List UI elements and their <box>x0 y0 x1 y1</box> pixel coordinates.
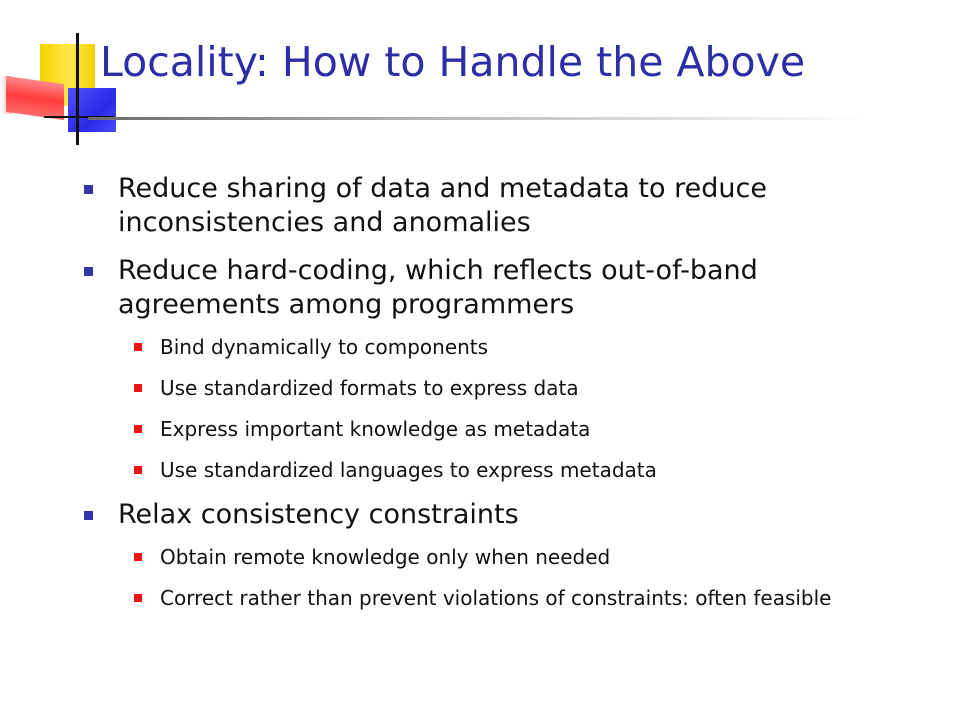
sub-bullet-text: Use standardized formats to express data <box>160 376 579 400</box>
sub-bullet-item <box>118 334 922 360</box>
red-square-bullet-icon <box>134 384 142 392</box>
title-underline <box>88 117 868 120</box>
sub-bullet-item <box>118 375 922 401</box>
red-square-bullet-icon <box>134 425 142 433</box>
bullet-item <box>82 498 922 611</box>
bullet-item <box>82 172 922 240</box>
slide-title: Locality: How to Handle the Above <box>100 38 806 86</box>
bullet-text: Reduce sharing of data and metadata to reduce inconsistencies and anomalies <box>118 173 767 238</box>
bullet-list <box>82 172 922 626</box>
blue-square-bullet-icon <box>84 267 93 276</box>
sub-bullet-list <box>118 544 922 611</box>
bullet-text: Reduce hard-coding, which reflects out-of-band agreements among programmers <box>118 255 758 320</box>
blue-square-bullet-icon <box>84 511 93 520</box>
bullet-text: Relax consistency constraints <box>118 499 519 530</box>
blue-square-bullet-icon <box>84 185 93 194</box>
sub-bullet-text: Use standardized languages to express metadata <box>160 458 657 482</box>
sub-bullet-item <box>118 585 922 611</box>
logo-red-bar <box>6 76 64 120</box>
sub-bullet-item <box>118 457 922 483</box>
red-square-bullet-icon <box>134 553 142 561</box>
sub-bullet-text: Obtain remote knowledge only when needed <box>160 545 611 569</box>
red-square-bullet-icon <box>134 594 142 602</box>
bullet-item <box>82 254 922 483</box>
sub-bullet-text: Correct rather than prevent violations of constraints: often feasible <box>160 586 832 610</box>
sub-bullet-text: Express important knowledge as metadata <box>160 417 591 441</box>
sub-bullet-item <box>118 544 922 570</box>
logo-vertical-line <box>76 33 79 145</box>
red-square-bullet-icon <box>134 343 142 351</box>
red-square-bullet-icon <box>134 466 142 474</box>
sub-bullet-item <box>118 416 922 442</box>
sub-bullet-list <box>118 334 922 483</box>
sub-bullet-text: Bind dynamically to components <box>160 335 489 359</box>
